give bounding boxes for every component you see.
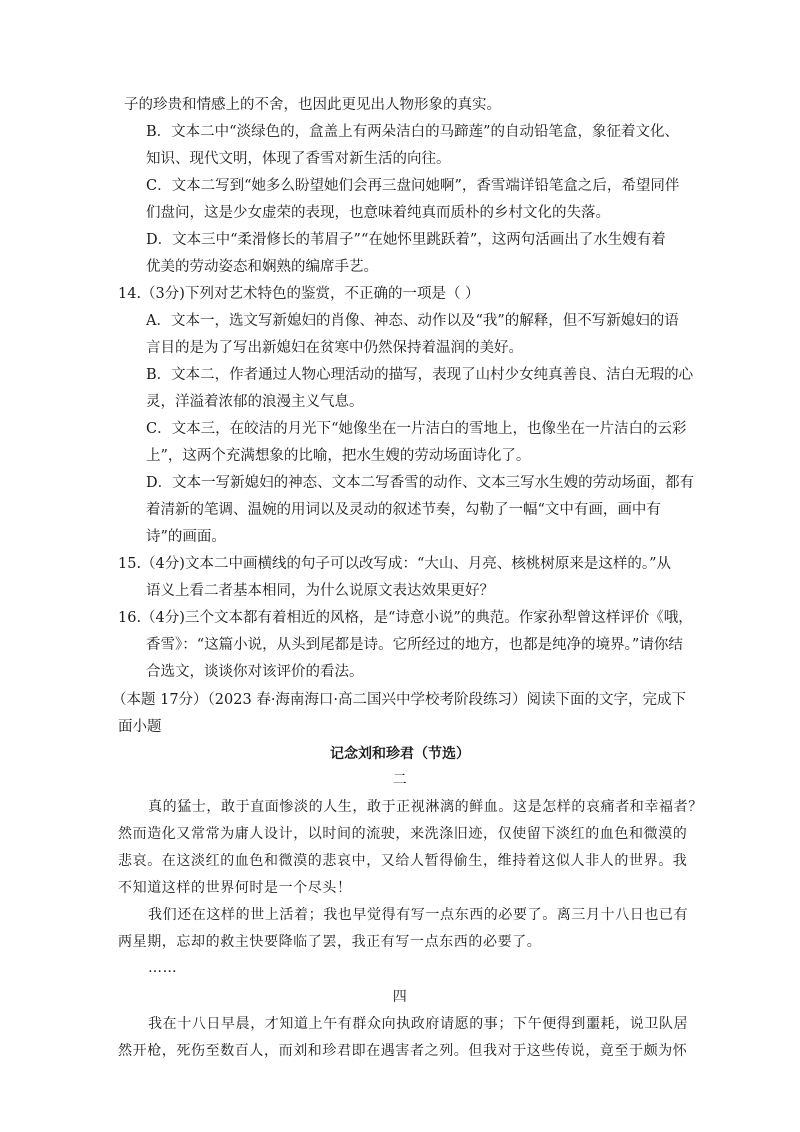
q13-option-a-tail: 子的珍贵和情感上的不舍，也因此更见出人物形象的真实。	[124, 97, 501, 113]
q13-option-b-line1: B．文本二中“淡绿色的，盒盖上有两朵洁白的马蹄莲”的自动铅笔盒，象征着文化、	[146, 124, 679, 140]
passage-p1-line4: 不知道这样的世界何时是一个尽头！	[118, 880, 352, 896]
q16-line3: 合选文，谈谈你对该评价的看法。	[146, 664, 364, 680]
q15-line2: 语义上看二者基本相同，为什么说原文表达效果更好？	[146, 583, 494, 599]
passage-p1-line1: 真的猛士，敢于直面惨淡的人生，敢于正视淋漓的鲜血。这是怎样的哀痛者和幸福者？	[148, 799, 703, 815]
section-intro-line2: 面小题	[118, 719, 162, 735]
q16-line2: 香雪》：“这篇小说，从头到尾都是诗。它所经过的地方，也都是纯净的境界。”请你结	[146, 637, 683, 653]
q14-option-a-line1: A．文本一，选文写新媳妇的肖像、神态、动作以及“我”的解释，但不写新媳妇的语	[146, 313, 679, 329]
q14-option-a-line2: 言目的是为了写出新媳妇在贫寒中仍然保持着温润的美好。	[146, 340, 523, 356]
q15-line1: 15.（4分)文本二中画横线的句子可以改写成：“大山、月亮、核桃树原来是这样的。”从	[118, 556, 672, 572]
q13-option-b-line2: 知识、现代文明，体现了香雪对新生活的向往。	[146, 151, 451, 167]
q13-option-d-line2: 优美的劳动姿态和娴熟的编席手艺。	[146, 259, 378, 275]
q13-option-c-line1: C．文本二写到“她多么盼望她们会再三盘问她啊”，香雪端详铅笔盒之后，希望同伴	[146, 178, 680, 194]
section-intro-line1: （本题 17分）（2023 春·海南海口·高二国兴中学校考阶段练习）阅读下面的文字，完成下	[112, 692, 687, 708]
passage-p1-line2: 然而造化又常常为庸人设计，以时间的流驶，来洗涤旧迹，仅使留下淡红的血色和微漠的	[118, 826, 688, 842]
passage-title: 记念刘和珍君（节选）	[330, 746, 470, 762]
q14-option-b-line2: 灵，洋溢着浓郁的浪漫主义气息。	[146, 394, 364, 410]
q14-option-d-line1: D．文本一写新媳妇的神态、文本二写香雪的动作、文本三写水生嫂的劳动场面，都有	[146, 475, 695, 491]
q14-option-c-line1: C．文本三，在皎洁的月光下“她像坐在一片洁白的雪地上，也像坐在一片洁白的云彩	[146, 421, 687, 437]
passage-ellipsis: ……	[148, 960, 178, 976]
q14-stem: 14.（3分)下列对艺术特色的鉴赏，不正确的一项是（ ）	[118, 286, 480, 302]
passage-p3-line2: 然开枪，死伤至数百人，而刘和珍君即在遇害者之列。但我对于这些传说，竟至于颇为怀	[118, 1043, 688, 1059]
q13-option-d-line1: D．文本三中“柔滑修长的苇眉子”“在她怀里跳跃着”，这两句活画出了水生嫂有着	[146, 232, 666, 248]
q14-option-c-line2: 上”，这两个充满想象的比喻，把水生嫂的劳动场面诗化了。	[146, 448, 531, 464]
passage-p3-line1: 我在十八日早晨，才知道上午有群众向执政府请愿的事；下午便得到噩耗，说卫队居	[148, 1016, 689, 1032]
passage-p2-line1: 我们还在这样的世上活着；我也早觉得有写一点东西的必要了。离三月十八日也已有	[148, 907, 689, 923]
passage-part-two-heading: 二	[392, 772, 408, 788]
passage-p1-line3: 悲哀。在这淡红的血色和微漠的悲哀中，又给人暂得偷生，维持着这似人非人的世界。我	[118, 853, 688, 869]
q13-option-c-line2: 们盘问，这是少女虚荣的表现，也意味着纯真而质朴的乡村文化的失落。	[146, 205, 610, 221]
q14-option-b-line1: B．文本二，作者通过人物心理活动的描写，表现了山村少女纯真善良、洁白无瑕的心	[146, 367, 694, 383]
q14-option-d-line2: 着清新的笔调、温婉的用词以及灵动的叙述节奏，勾勒了一幅“文中有画，画中有	[146, 502, 661, 518]
passage-p2-line2: 两星期，忘却的救主快要降临了罢，我正有写一点东西的必要了。	[118, 934, 542, 950]
passage-part-four-heading: 四	[392, 989, 408, 1005]
q14-option-d-line3: 诗”的画面。	[146, 529, 226, 545]
q16-line1: 16.（4分)三个文本都有着相近的风格，是“诗意小说”的典范。作家孙犁曾这样评价《哦，	[118, 610, 693, 626]
